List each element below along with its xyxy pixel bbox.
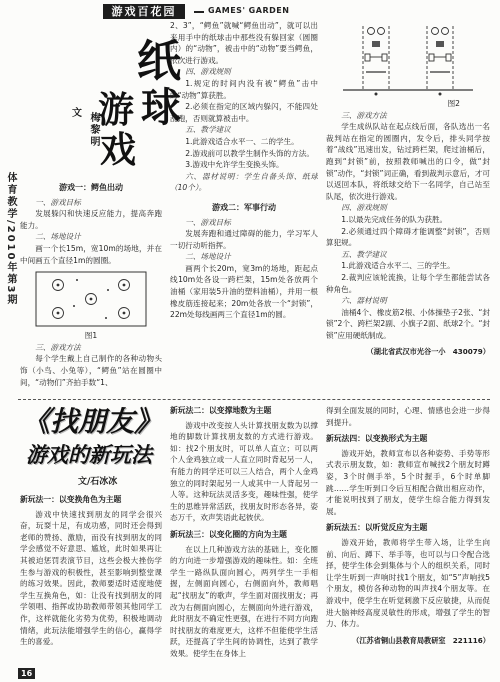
variant4-heading: 新玩法四：以变换形式为主题 (326, 434, 428, 444)
article1-title-char-1: 纸 (137, 36, 181, 87)
game2-rules-heading: 四、游戏规则 (341, 203, 387, 213)
variant2-heading: 新玩法二：以变撑地数为主题 (170, 406, 272, 415)
game2-field: 画两个长20m，宽3m的场地，距起点线10m处各设一跨栏架，15m处各放两个油桶（家用装5升油的塑料油桶），并用一根橡皮筋连接起来；20m处各放一个“封锁”，22m处每线画两三个直径1m的圆。 (170, 263, 318, 320)
article1-affiliation: （湖北省武汉市光谷一小 430079） (366, 347, 490, 357)
game1-rule: 1.规定的时间内没有被“鳄鱼”击中的“动物”算获胜。 (170, 78, 318, 100)
game1-field: 画一个长15m，宽10m的场地，并在中间画五个直径1m的圆圈。 (20, 243, 162, 265)
game1-goal-heading: 一、游戏目标 (35, 197, 81, 207)
game1-method-part1: 每个学生戴上自己制作的各种动物头饰（小鸟、小兔等），“鳄鱼”站在圆圈中间，“动物们”齐拍手数“1、 (20, 354, 162, 387)
variant3-text-part1: 在以上几种游戏方法的基础上，变化圈的方向进一步增强游戏的趣味性。如：全班学生一路纵队面向圆心，两列学生一手相握，左侧面向圆心，右侧面向外，教师唱起“找朋友”的歌声，学生面对面找朋友；再改为右侧面向圆心，左侧面向外进行游戏，此时朋友不确定性更强，在进行不同方向跑时找朋友的难度更大，这样不但能使学生活跃，还提高了学生间的协调性，达到了教学效果。使学生在身体上 (170, 544, 318, 658)
game2-rule: 2.必须通过四个障碍才能调整“封锁”，否则算犯规。 (326, 226, 490, 248)
game2-goal: 发展奔跑和通过障碍的能力，学习军人一切行动听指挥。 (170, 229, 318, 250)
game1-advice: 2.游戏前可以教学生制作头饰的方法。 (185, 148, 314, 158)
game1-method-heading: 三、游戏方法 (35, 342, 81, 352)
variant1-text: 游戏中快速找到朋友的同学会很兴奋，玩耍十足，有成功感，同时还会得到老师的赞扬、激励，而没有找到朋友的同学会感觉不好意思、尴尬，此时如果再让其被迫惩罚表演节目，这些会极大挫伤学生参与游戏的积极性，甚至影响到整堂课的练习效果。因此，教师要适时适度地使学生互换角色，如：让没有找到朋友的同学领唱、指挥或协助教师带领其他同学工作，这样就能化劣势为优势，积极地调动情绪，此玩法能增强学生的信心，赢得学生的喜爱。 (20, 509, 162, 647)
article2-column-3 (326, 405, 490, 663)
oil-barrels (365, 54, 451, 61)
game1-advice: 3.游戏中允许学生变换头饰。 (185, 160, 284, 170)
game1-advice-heading: 五、教学建议 (185, 125, 231, 135)
figure-2-label: 图2 (447, 99, 460, 108)
article1-column-3 (326, 20, 490, 396)
article2-title-line-2: 游戏的新玩法 (26, 442, 152, 467)
game2-equipment: 油桶4个、橡皮筋2根、小体操垫子2张、“封锁”2个、跨栏架2副、小旗子2面、纸球2个。“封锁”应用硬纸制成。 (326, 307, 490, 340)
header-dash (194, 11, 204, 13)
journal-issue-label: 体育教学/2010年第3期 (5, 172, 16, 307)
article1-author: 梅黎明 (88, 112, 99, 148)
variant5-text: 游戏开始，教师将学生带入场，让学生向前、向后、蹲下、举手等，也可以与口令配合选择，使学生体会到集体与个人的组织关系，同时让学生听到一声响时找1个朋友，如“5”声响找5个朋友，模仿各种动物的叫声找4个朋友等。在游戏中，使学生在听觉刺激下反应敏捷，从而促进大脑神经高度灵敏性的形成，增强了学生的智力、体力。 (326, 537, 490, 629)
section-header-box (103, 4, 185, 19)
article1-title-char-3: 游 (98, 89, 135, 131)
team-markers (375, 93, 442, 96)
game1-advice: 1.此游戏适合水平一、二的学生。 (185, 136, 299, 146)
game2-advice-heading: 五、教学建议 (341, 249, 387, 259)
target-circles (368, 28, 449, 35)
variant4-text: 游戏开始，教师宣布以各种姿势、手势等形式表示朋友数，如：教师宣布喊找2个朋友时蹲姿，3个时侧手举，5个时握手，6个时单脚跳……学生听到口令后互相配合做出相应动作，才能说明找到了朋友，使学生综合能力得到发展。 (326, 448, 490, 516)
game2-field-heading: 二、场地设计 (185, 252, 231, 262)
lane-lines (363, 26, 453, 90)
variant3-heading: 新玩法三：以变化圈的方向为主题 (170, 529, 287, 539)
figure-1-diagram (32, 268, 150, 330)
variant5-heading: 新玩法五：以听觉反应为主题 (326, 523, 428, 533)
game2-rule: 1.以最先完成任务的队为获胜。 (341, 214, 448, 224)
game1-title: 游戏一：鳄鱼出动 (59, 183, 123, 192)
game2-goal-heading: 一、游戏目标 (185, 217, 231, 227)
article2-column-2 (170, 405, 318, 675)
figure-1 (20, 268, 162, 330)
student-markers (57, 279, 126, 319)
article1-column-1 (20, 180, 162, 398)
section-english-title: GAMES' GARDEN (208, 6, 290, 15)
section-title: 游戏百花园 (111, 5, 177, 18)
game2-advice: 1.此游戏适合水平二、三的学生。 (341, 261, 455, 271)
game1-field-heading: 二、场地设计 (35, 232, 81, 242)
game1-method-part2: 2、3”，“鳄鱼”就喊“鳄鱼出动”，就可以出来用手中的纸球击中那些没有躲回家（圆圈内）的“动物”，被击中的“动物”要当鳄鱼，依次进行游戏。 (170, 21, 318, 65)
article1-byline-prefix: 文 (72, 108, 82, 119)
blockade-boxes (372, 41, 444, 47)
article2-title-line-1: 《找朋友》 (22, 405, 163, 438)
article1-title-char-4: 戏 (100, 129, 137, 171)
game2-method: 学生成纵队站在起点线后面，各队选出一名裁判站在指定的圆圈内，发令后，排头同学按着“战线”迅速出发，钻过跨栏架，爬过油桶后，跑到“封锁”前，按照教师喊出的口令，做“封锁”动作，“封锁”词正确，看到裁判示意后，才可以返回本队，将纸球交给下一名同学，自己站至队尾，依次进行游戏。 (326, 122, 490, 201)
article2-byline: 文/石冰冰 (78, 477, 118, 487)
figure-1-label: 图1 (84, 331, 98, 341)
game2-method-heading: 三、游戏方法 (341, 110, 387, 120)
game2-equipment-heading: 六、器材说明 (341, 296, 387, 306)
article1-column-2 (170, 20, 318, 396)
game1-rules-heading: 四、游戏规则 (185, 67, 231, 77)
variant2-text: 游戏中改变按人头计算找朋友数为以撑地的脚数计算找朋友数的方式进行游戏。如：找2个朋友时，可以单人直立；可以两个人金鸡独立或一人直立同时背起另一人，有能力的同学还可以三人结合，两个人金鸡独立的同时架起另一人或其中一人背起另一人等。这种玩法灵活多变，趣味性强，使学生的思维异常活跃，找朋友时形态各异，姿态万千，欢声笑语此起彼伏。 (170, 420, 318, 523)
figure-2-diagram (333, 22, 483, 98)
variant1-heading: 新玩法一：以变换角色为主题 (20, 495, 122, 504)
game2-title: 游戏二：军事行动 (212, 202, 276, 212)
game1-goal: 发展躲闪和快速反应能力，提高奔跑能力。 (20, 209, 162, 230)
game2-advice: 2.裁判应该轮流换，让每个学生都能尝试各种角色。 (326, 272, 490, 294)
article2-affiliation: （江苏省铜山县教育局教研室 221116） (352, 635, 490, 645)
article2-column-1 (20, 494, 162, 660)
figure-2 (326, 22, 490, 98)
game1-rule: 2.必须在指定的区域内躲闪，不能四处乱跑，否则就算被击中。 (170, 102, 318, 123)
article1-title-char-2: 球 (141, 84, 181, 131)
page-number: 16 (18, 668, 35, 679)
game1-equipment: 六、器材说明：学生自备头饰、纸球（10个）。 (170, 171, 318, 193)
section-divider (18, 399, 490, 400)
variant3-text-part2: 得到全面发展的同时，心理、情感也会进一步得到提升。 (326, 406, 490, 427)
